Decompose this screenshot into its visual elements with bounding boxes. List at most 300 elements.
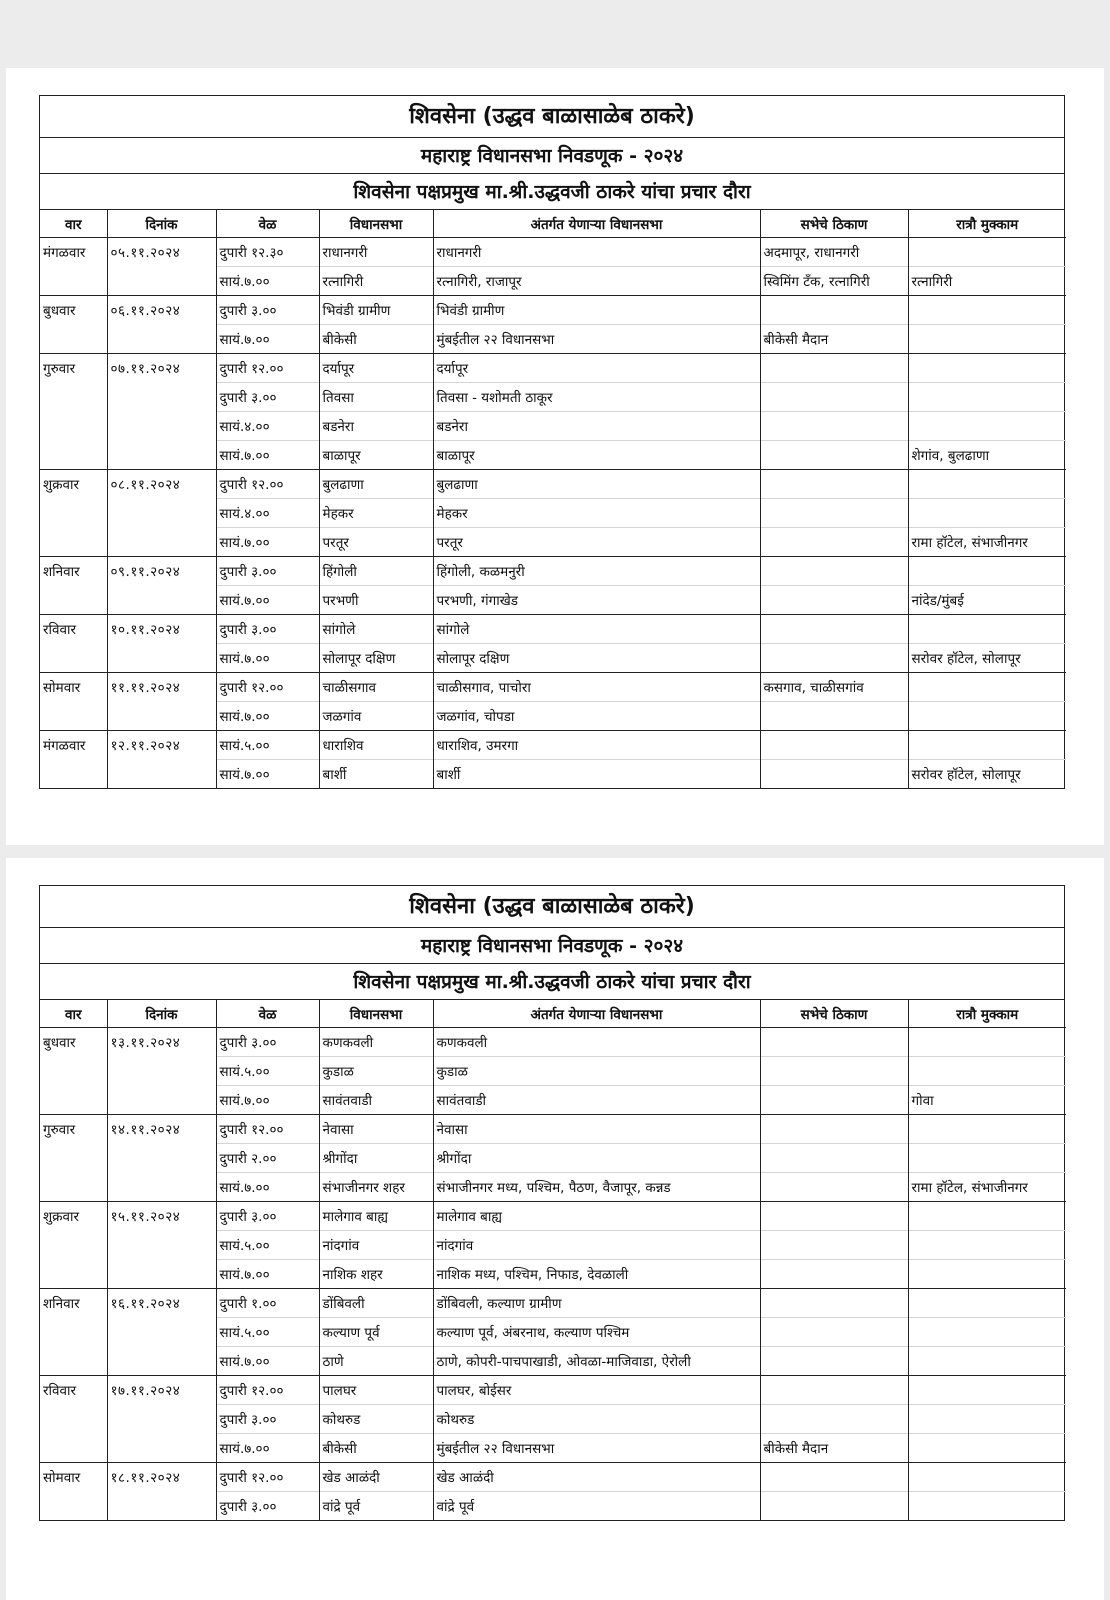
cell-included: नांदगांव (433, 1231, 760, 1260)
cell-time: दुपारी १२.३० (216, 238, 319, 267)
col-day: वार (40, 210, 107, 238)
cell-time: दुपारी १२.०० (216, 1376, 319, 1405)
cell-day (40, 702, 107, 731)
cell-constituency: ठाणे (319, 1347, 433, 1376)
schedule-body (40, 1028, 1066, 1521)
col-venue: सभेचे ठिकाण (760, 210, 908, 238)
cell-included: मालेगाव बाह्य (433, 1202, 760, 1231)
cell-day: बुधवार (40, 296, 107, 325)
cell-day: शुक्रवार (40, 470, 107, 499)
cell-night-stay (908, 412, 1066, 441)
cell-venue (760, 441, 908, 470)
col-night-stay: रात्रौ मुक्काम (908, 1000, 1066, 1028)
cell-date: ०७.११.२०२४ (107, 354, 216, 383)
cell-included: चाळीसगाव, पाचोरा (433, 673, 760, 702)
cell-time: दुपारी ३.०० (216, 1028, 319, 1057)
cell-night-stay (908, 1260, 1066, 1289)
cell-night-stay (908, 1376, 1066, 1405)
party-title: शिवसेना (उद्धव बाळासाळेब ठाकरे) (40, 886, 1064, 928)
table-row (40, 1144, 1066, 1173)
cell-time: सायं.७.०० (216, 1260, 319, 1289)
cell-date: ०९.११.२०२४ (107, 557, 216, 586)
cell-day: गुरुवार (40, 1115, 107, 1144)
cell-day (40, 586, 107, 615)
cell-day (40, 528, 107, 557)
cell-constituency: धाराशिव (319, 731, 433, 760)
cell-included: पालघर, बोईसर (433, 1376, 760, 1405)
cell-constituency: डोंबिवली (319, 1289, 433, 1318)
col-constituency: विधानसभा (319, 1000, 433, 1028)
cell-date (107, 412, 216, 441)
cell-night-stay (908, 1434, 1066, 1463)
cell-night-stay (908, 1057, 1066, 1086)
cell-venue (760, 1463, 908, 1492)
cell-night-stay (908, 615, 1066, 644)
cell-included: दर्यापूर (433, 354, 760, 383)
cell-night-stay (908, 1028, 1066, 1057)
cell-included: धाराशिव, उमरगा (433, 731, 760, 760)
cell-night-stay (908, 1492, 1066, 1521)
cell-day (40, 1492, 107, 1521)
cell-date: १८.११.२०२४ (107, 1463, 216, 1492)
cell-day: शनिवार (40, 557, 107, 586)
cell-venue (760, 383, 908, 412)
cell-venue (760, 412, 908, 441)
schedule-table (40, 1000, 1066, 1520)
cell-constituency: हिंगोली (319, 557, 433, 586)
cell-venue (760, 470, 908, 499)
cell-night-stay (908, 499, 1066, 528)
cell-venue (760, 1347, 908, 1376)
cell-date (107, 1260, 216, 1289)
col-day: वार (40, 1000, 107, 1028)
cell-constituency: कल्याण पूर्व (319, 1318, 433, 1347)
cell-included: मेहकर (433, 499, 760, 528)
cell-time: सायं.७.०० (216, 528, 319, 557)
table-row (40, 1434, 1066, 1463)
cell-date (107, 1057, 216, 1086)
schedule-page-1 (6, 68, 1104, 845)
cell-date (107, 1405, 216, 1434)
table-header-row (40, 210, 1066, 238)
cell-date (107, 1231, 216, 1260)
cell-day: बुधवार (43, 1035, 76, 1052)
cell-date (107, 528, 216, 557)
cell-date: ११.११.२०२४ (107, 673, 216, 702)
cell-night-stay (908, 557, 1066, 586)
party-title: शिवसेना (उद्धव बाळासाळेब ठाकरे) (40, 96, 1064, 138)
cell-time: दुपारी ३.०० (216, 383, 319, 412)
table-row (40, 499, 1066, 528)
cell-day (40, 325, 107, 354)
cell-day (40, 383, 107, 412)
cell-constituency: नांदगांव (319, 1231, 433, 1260)
table-row (40, 383, 1066, 412)
cell-included: खेड आळंदी (433, 1463, 760, 1492)
cell-time: सायं.७.०० (216, 586, 319, 615)
table-row (40, 557, 1066, 586)
cell-day: मंगळवार (40, 731, 107, 760)
cell-venue (760, 1144, 908, 1173)
schedule-page-2 (6, 858, 1104, 1600)
cell-time: सायं.४.०० (216, 499, 319, 528)
cell-constituency: राधानगरी (319, 238, 433, 267)
cell-time: सायं.७.०० (216, 1434, 319, 1463)
cell-constituency: श्रीगोंदा (319, 1144, 433, 1173)
cell-time: सायं.७.०० (216, 325, 319, 354)
cell-venue (760, 499, 908, 528)
cell-constituency: बार्शी (319, 760, 433, 789)
cell-venue: बीकेसी मैदान (760, 325, 908, 354)
cell-night-stay (908, 1144, 1066, 1173)
cell-time: सायं.७.०० (216, 441, 319, 470)
cell-date: १४.११.२०२४ (107, 1115, 216, 1144)
schedule-body (40, 238, 1066, 789)
cell-venue (760, 1115, 908, 1144)
election-subtitle: महाराष्ट्र विधानसभा निवडणूक - २०२४ (40, 928, 1064, 964)
cell-venue (760, 1028, 908, 1057)
table-row (40, 1347, 1066, 1376)
cell-day (40, 412, 107, 441)
table-row (40, 673, 1066, 702)
cell-time: दुपारी ३.०० (216, 615, 319, 644)
table-header-row (40, 1000, 1066, 1028)
cell-time: दुपारी ३.०० (216, 1492, 319, 1521)
col-time: वेळ (216, 1000, 319, 1028)
cell-day: मंगळवार (43, 245, 86, 262)
cell-night-stay: रामा हॉटेल, संभाजीनगर (908, 528, 1066, 557)
cell-included: मुंबईतील २२ विधानसभा (433, 1434, 760, 1463)
cell-night-stay (908, 731, 1066, 760)
cell-day (40, 1173, 107, 1202)
table-row (40, 731, 1066, 760)
cell-day (40, 1405, 107, 1434)
cell-constituency: सांगोले (319, 615, 433, 644)
cell-date: १३.११.२०२४ (107, 1028, 216, 1057)
cell-time: दुपारी १२.०० (216, 470, 319, 499)
cell-constituency: सोलापूर दक्षिण (319, 644, 433, 673)
col-included: अंतर्गत येणाऱ्या विधानसभा (433, 1000, 760, 1028)
table-row (40, 238, 1066, 267)
cell-night-stay: शेगांव, बुलढाणा (908, 441, 1066, 470)
tour-title: शिवसेना पक्षप्रमुख मा.श्री.उद्धवजी ठाकरे यांचा प्रचार दौरा (40, 964, 1064, 1000)
cell-date (107, 499, 216, 528)
cell-day (40, 1318, 107, 1347)
cell-day (40, 1434, 107, 1463)
cell-night-stay (908, 470, 1066, 499)
table-row (40, 441, 1066, 470)
cell-constituency: नेवासा (319, 1115, 433, 1144)
cell-venue (760, 1057, 908, 1086)
cell-date (107, 702, 216, 731)
cell-constituency: भिवंडी ग्रामीण (319, 296, 433, 325)
table-row (40, 1115, 1066, 1144)
cell-date (107, 644, 216, 673)
cell-venue: अदमापूर, राधानगरी (760, 238, 908, 267)
cell-constituency: कोथरुड (319, 1405, 433, 1434)
cell-day: रविवार (40, 615, 107, 644)
cell-date (107, 1173, 216, 1202)
cell-venue (760, 1231, 908, 1260)
table-row (40, 760, 1066, 789)
cell-night-stay: गोवा (908, 1086, 1066, 1115)
table-row (40, 1405, 1066, 1434)
cell-venue (760, 1289, 908, 1318)
cell-included: श्रीगोंदा (433, 1144, 760, 1173)
cell-night-stay (908, 1231, 1066, 1260)
cell-included: सांगोले (433, 615, 760, 644)
cell-time: सायं.७.०० (216, 1173, 319, 1202)
cell-venue (760, 1173, 908, 1202)
cell-constituency: सावंतवाडी (319, 1086, 433, 1115)
cell-included: नेवासा (433, 1115, 760, 1144)
cell-date (107, 441, 216, 470)
table-row (40, 412, 1066, 441)
cell-venue: बीकेसी मैदान (760, 1434, 908, 1463)
cell-included: परभणी, गंगाखेड (433, 586, 760, 615)
cell-included: कोथरुड (433, 1405, 760, 1434)
cell-day (40, 1057, 107, 1086)
cell-date (107, 325, 216, 354)
cell-day: सोमवार (40, 1463, 107, 1492)
cell-day (40, 1086, 107, 1115)
cell-constituency: कुडाळ (319, 1057, 433, 1086)
cell-day (40, 760, 107, 789)
cell-time: सायं.५.०० (216, 1231, 319, 1260)
table-row (40, 1086, 1066, 1115)
table-row (40, 1028, 1066, 1057)
cell-included: जळगांव, चोपडा (433, 702, 760, 731)
cell-venue: स्विमिंग टँक, रत्नागिरी (760, 267, 908, 296)
cell-time: दुपारी ३.०० (216, 1202, 319, 1231)
cell-time: दुपारी ३.०० (216, 557, 319, 586)
table-row (40, 1289, 1066, 1318)
cell-date (107, 1434, 216, 1463)
cell-venue (760, 296, 908, 325)
cell-constituency: चाळीसगाव (319, 673, 433, 702)
cell-date (107, 1492, 216, 1521)
cell-night-stay (908, 383, 1066, 412)
cell-date (107, 383, 216, 412)
schedule-sheet (39, 885, 1065, 1521)
cell-day (40, 441, 107, 470)
table-row (40, 1202, 1066, 1231)
schedule-table (40, 210, 1066, 788)
table-row (40, 1231, 1066, 1260)
cell-date (107, 760, 216, 789)
cell-night-stay (908, 1405, 1066, 1434)
cell-night-stay: सरोवर हॉटेल, सोलापूर (908, 644, 1066, 673)
col-time: वेळ (216, 210, 319, 238)
cell-night-stay (908, 702, 1066, 731)
cell-included: कुडाळ (433, 1057, 760, 1086)
cell-night-stay: नांदेड/मुंबई (908, 586, 1066, 615)
cell-included: परतूर (433, 528, 760, 557)
cell-day (40, 644, 107, 673)
cell-included: सोलापूर दक्षिण (433, 644, 760, 673)
cell-night-stay (908, 1202, 1066, 1231)
cell-constituency: कणकवली (319, 1028, 433, 1057)
cell-constituency: बीकेसी (319, 325, 433, 354)
col-constituency: विधानसभा (319, 210, 433, 238)
table-row (40, 1463, 1066, 1492)
cell-day (40, 267, 107, 296)
cell-venue (760, 731, 908, 760)
cell-constituency: संभाजीनगर शहर (319, 1173, 433, 1202)
cell-day: रविवार (40, 1376, 107, 1405)
cell-included: हिंगोली, कळमनुरी (433, 557, 760, 586)
cell-venue (760, 586, 908, 615)
cell-time: दुपारी ३.०० (216, 296, 319, 325)
cell-included: डोंबिवली, कल्याण ग्रामीण (433, 1289, 760, 1318)
col-included: अंतर्गत येणाऱ्या विधानसभा (433, 210, 760, 238)
tour-title: शिवसेना पक्षप्रमुख मा.श्री.उद्धवजी ठाकरे यांचा प्रचार दौरा (40, 174, 1064, 210)
cell-night-stay (908, 1463, 1066, 1492)
cell-night-stay (908, 1115, 1066, 1144)
cell-venue (760, 1318, 908, 1347)
cell-day: सोमवार (40, 673, 107, 702)
cell-date: १२.११.२०२४ (107, 731, 216, 760)
cell-time: दुपारी १२.०० (216, 673, 319, 702)
table-row (40, 615, 1066, 644)
table-row (40, 296, 1066, 325)
cell-included: नाशिक मध्य, पश्चिम, निफाड, देवळाली (433, 1260, 760, 1289)
cell-time: सायं.५.०० (216, 1318, 319, 1347)
cell-venue (760, 1260, 908, 1289)
cell-time: सायं.७.०० (216, 1347, 319, 1376)
cell-constituency: परभणी (319, 586, 433, 615)
cell-venue (760, 1405, 908, 1434)
cell-day (40, 1347, 107, 1376)
cell-venue (760, 702, 908, 731)
cell-time: सायं.५.०० (216, 731, 319, 760)
cell-included: बुलढाणा (433, 470, 760, 499)
table-row (40, 1318, 1066, 1347)
cell-constituency: रत्नागिरी (319, 267, 433, 296)
cell-day: गुरुवार (40, 354, 107, 383)
cell-time: दुपारी १२.०० (216, 1463, 319, 1492)
cell-included: बार्शी (433, 760, 760, 789)
table-row (40, 325, 1066, 354)
cell-date (107, 1347, 216, 1376)
schedule-sheet (39, 95, 1065, 789)
cell-constituency: जळगांव (319, 702, 433, 731)
cell-venue (760, 1492, 908, 1521)
cell-date (107, 1318, 216, 1347)
table-row (40, 1260, 1066, 1289)
cell-included: ठाणे, कोपरी-पाचपाखाडी, ओवळा-माजिवाडा, ऐरोली (433, 1347, 760, 1376)
cell-constituency: बीकेसी (319, 1434, 433, 1463)
cell-time: दुपारी २.०० (216, 1144, 319, 1173)
col-date: दिनांक (107, 210, 216, 238)
col-date: दिनांक (107, 1000, 216, 1028)
table-row (40, 702, 1066, 731)
cell-constituency: बुलढाणा (319, 470, 433, 499)
cell-included: रत्नागिरी, राजापूर (433, 267, 760, 296)
cell-included: मुंबईतील २२ विधानसभा (433, 325, 760, 354)
cell-venue (760, 1202, 908, 1231)
cell-constituency: पालघर (319, 1376, 433, 1405)
table-row (40, 644, 1066, 673)
cell-date (107, 586, 216, 615)
cell-night-stay (908, 1289, 1066, 1318)
cell-day (40, 499, 107, 528)
cell-day: शुक्रवार (40, 1202, 107, 1231)
cell-constituency: तिवसा (319, 383, 433, 412)
cell-time: सायं.५.०० (216, 1057, 319, 1086)
cell-included: संभाजीनगर मध्य, पश्चिम, पैठण, वैजापूर, कन्नड (433, 1173, 760, 1202)
cell-night-stay (908, 296, 1066, 325)
cell-time: दुपारी १२.०० (216, 1115, 319, 1144)
cell-night-stay (908, 673, 1066, 702)
cell-date: १६.११.२०२४ (107, 1289, 216, 1318)
cell-date (107, 1144, 216, 1173)
cell-day: शनिवार (40, 1289, 107, 1318)
cell-constituency: वांद्रे पूर्व (319, 1492, 433, 1521)
cell-night-stay (908, 238, 1066, 267)
cell-date: १५.११.२०२४ (107, 1202, 216, 1231)
cell-included: तिवसा - यशोमती ठाकूर (433, 383, 760, 412)
table-row (40, 1376, 1066, 1405)
cell-time: सायं.७.०० (216, 267, 319, 296)
table-row (40, 586, 1066, 615)
cell-time: दुपारी १२.०० (216, 354, 319, 383)
cell-venue: कसगाव, चाळीसगांव (760, 673, 908, 702)
cell-day (40, 1144, 107, 1173)
table-row (40, 528, 1066, 557)
cell-night-stay: रत्नागिरी (908, 267, 1066, 296)
cell-constituency: परतूर (319, 528, 433, 557)
cell-venue (760, 354, 908, 383)
cell-night-stay: सरोवर हॉटेल, सोलापूर (908, 760, 1066, 789)
cell-venue (760, 1376, 908, 1405)
cell-venue (760, 1086, 908, 1115)
cell-venue (760, 644, 908, 673)
cell-night-stay (908, 1347, 1066, 1376)
cell-date: १७.११.२०२४ (107, 1376, 216, 1405)
cell-time: सायं.७.०० (216, 760, 319, 789)
cell-constituency: नाशिक शहर (319, 1260, 433, 1289)
cell-included: बडनेरा (433, 412, 760, 441)
cell-included: बाळापूर (433, 441, 760, 470)
cell-constituency: दर्यापूर (319, 354, 433, 383)
cell-included: सावंतवाडी (433, 1086, 760, 1115)
cell-time: दुपारी १.०० (216, 1289, 319, 1318)
table-row (40, 354, 1066, 383)
table-row (40, 1492, 1066, 1521)
cell-date: ०६.११.२०२४ (107, 296, 216, 325)
cell-constituency: खेड आळंदी (319, 1463, 433, 1492)
election-subtitle: महाराष्ट्र विधानसभा निवडणूक - २०२४ (40, 138, 1064, 174)
table-row (40, 1173, 1066, 1202)
cell-date (107, 1086, 216, 1115)
cell-venue (760, 615, 908, 644)
cell-venue (760, 528, 908, 557)
col-venue: सभेचे ठिकाण (760, 1000, 908, 1028)
cell-day (40, 1260, 107, 1289)
cell-included: कल्याण पूर्व, अंबरनाथ, कल्याण पश्चिम (433, 1318, 760, 1347)
cell-included: भिवंडी ग्रामीण (433, 296, 760, 325)
cell-date: १०.११.२०२४ (107, 615, 216, 644)
cell-time: दुपारी ३.०० (216, 1405, 319, 1434)
table-row (40, 470, 1066, 499)
cell-night-stay: रामा हॉटेल, संभाजीनगर (908, 1173, 1066, 1202)
cell-venue (760, 760, 908, 789)
cell-date: ०८.११.२०२४ (107, 470, 216, 499)
cell-included: वांद्रे पूर्व (433, 1492, 760, 1521)
cell-night-stay (908, 325, 1066, 354)
cell-date: ०५.११.२०२४ (107, 238, 216, 267)
